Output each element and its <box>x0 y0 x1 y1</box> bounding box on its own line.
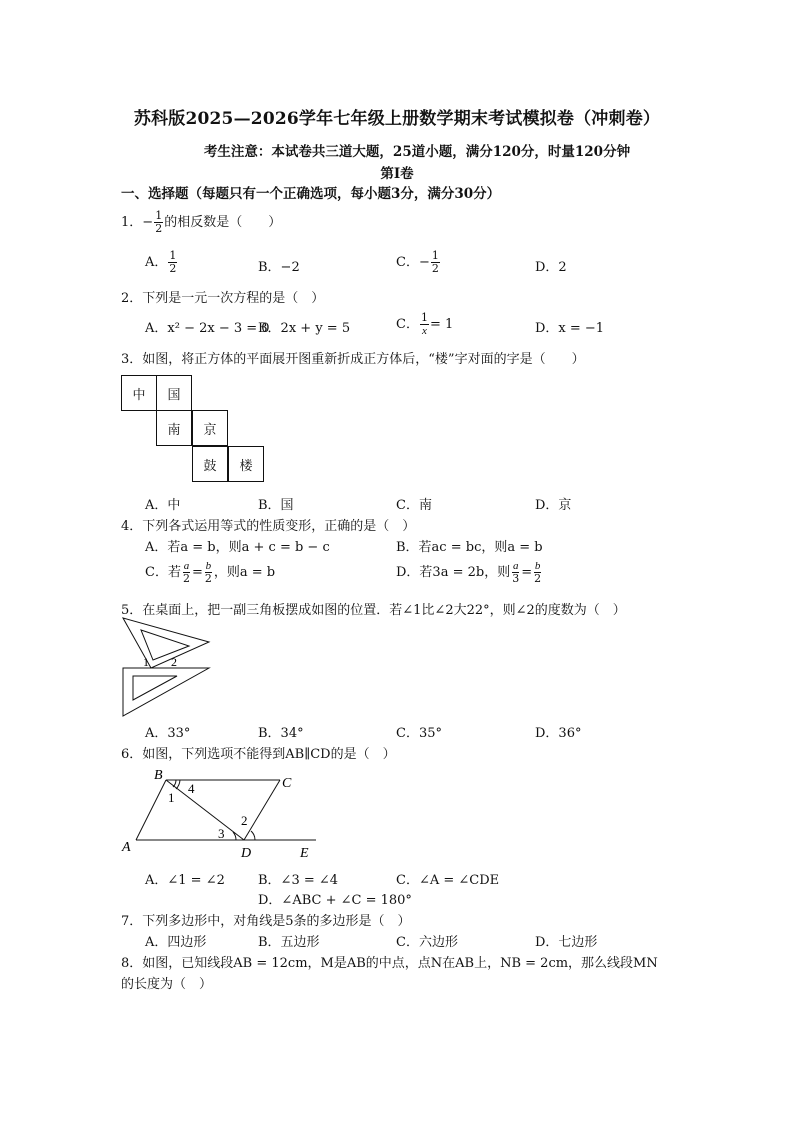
q1-c-top: 1 <box>431 249 439 262</box>
point-e-label: E <box>300 846 309 861</box>
q1-frac-top: 1 <box>155 209 163 222</box>
question-8: 8．如图，已知线段AB = 12cm，M是AB的中点，点N在AB上，NB = 2cm，那么线段MN <box>121 956 658 971</box>
q6-option-b: B．∠3 = ∠4 <box>258 873 339 888</box>
q1-a-bottom: 2 <box>169 262 177 275</box>
q3-option-c: C．南 <box>396 498 432 513</box>
q6-option-a: A．∠1 = ∠2 <box>145 873 225 888</box>
q2-c-rest: = 1 <box>429 317 454 332</box>
q4-d-f2-bottom: 2 <box>534 572 542 585</box>
q3-option-b: B．国 <box>258 498 294 513</box>
q1-c-label: C．− <box>396 255 430 270</box>
q1-c-fraction <box>431 250 440 275</box>
set-squares-figure <box>115 612 215 722</box>
q4-c-f2-top: b <box>205 560 212 572</box>
q4-d-pre: D．若3a = 2b，则 <box>396 565 511 580</box>
angle-2-marker: 2 <box>241 813 248 828</box>
q4-d-frac2 <box>533 560 542 585</box>
q1-option-b: B．−2 <box>258 260 300 275</box>
q1-stem: 的相反数是（ ） <box>164 215 282 230</box>
angle-3-marker: 3 <box>218 826 225 841</box>
net-cell-jing: 京 <box>192 410 228 446</box>
q4-d-f2-top: b <box>534 560 541 572</box>
q4-option-c <box>145 560 275 585</box>
q2-c-fraction <box>420 312 429 337</box>
point-a-label: A <box>122 840 131 855</box>
q4-option-d <box>396 560 543 585</box>
angle-4-marker: 4 <box>188 781 195 796</box>
q1-frac-bottom: 2 <box>155 222 163 235</box>
net-cell-zhong: 中 <box>121 375 157 411</box>
angle-2-label: 2 <box>171 655 177 669</box>
point-d-label: D <box>241 846 252 861</box>
question-5: 5．在桌面上，把一副三角板摆成如图的位置．若∠1比∠2大22°，则∠2的度数为（ ） <box>121 603 626 618</box>
exam-notice: 考生注意：本试卷共三道大题，25道小题，满分120分，时量120分钟 <box>203 144 631 160</box>
q1-fraction <box>154 210 163 235</box>
q7-option-b: B．五边形 <box>258 935 320 950</box>
q2-option-c <box>396 312 453 337</box>
q3-option-d: D．京 <box>535 498 572 513</box>
q2-c-bottom: x <box>422 325 427 337</box>
q7-option-a: A．四边形 <box>145 935 207 950</box>
q4-c-f1-bottom: 2 <box>182 572 190 585</box>
q1-option-d: D．2 <box>535 260 567 275</box>
q4-d-equals: = <box>521 565 533 580</box>
parallelogram-figure <box>118 763 328 863</box>
q6-option-c: C．∠A = ∠CDE <box>396 873 500 888</box>
section-heading: 一、选择题（每题只有一个正确选项，每小题3分，满分30分） <box>121 186 501 202</box>
q1-minus: − <box>142 215 154 230</box>
q1-a-label: A． <box>145 255 168 270</box>
q6-option-d: D．∠ABC + ∠C = 180° <box>258 893 412 908</box>
q5-option-a: A．33° <box>145 726 191 741</box>
q4-c-f1-top: a <box>183 560 190 572</box>
q2-option-b: B．2x + y = 5 <box>258 321 351 336</box>
volume-label: 第Ⅰ卷 <box>380 166 414 182</box>
question-4: 4．下列各式运用等式的性质变形，正确的是（ ） <box>121 519 416 534</box>
q4-c-post: ，则a = b <box>213 565 276 580</box>
question-2: 2．下列是一元一次方程的是（ ） <box>121 291 325 306</box>
exam-title: 苏科版2025—2026学年七年级上册数学期末考试模拟卷（冲刺卷） <box>133 109 661 129</box>
q1-number: 1． <box>121 215 143 230</box>
q4-c-pre: C．若 <box>145 565 181 580</box>
q1-option-c <box>396 250 441 275</box>
q2-c-label: C． <box>396 317 419 332</box>
net-cell-lou: 楼 <box>228 446 264 482</box>
angle-1-label: 1 <box>143 655 149 669</box>
question-7: 7．下列多边形中，对角线是5条的多边形是（ ） <box>121 914 411 929</box>
q2-c-top: 1 <box>420 311 428 324</box>
q4-d-f1-bottom: 3 <box>512 572 520 585</box>
q1-a-fraction <box>168 250 177 275</box>
net-cell-gu: 鼓 <box>192 446 228 482</box>
q4-c-frac1 <box>182 560 191 585</box>
q5-option-c: C．35° <box>396 726 442 741</box>
q4-option-a: A．若a = b，则a + c = b − c <box>145 540 330 555</box>
point-b-label: B <box>154 768 163 783</box>
question-6: 6．如图，下列选项不能得到AB∥CD的是（ ） <box>121 747 396 762</box>
q5-option-b: B．34° <box>258 726 304 741</box>
q4-d-f1-top: a <box>512 560 519 572</box>
question-8-continued: 的长度为（ ） <box>121 977 213 992</box>
point-c-label: C <box>282 776 292 791</box>
q5-option-d: D．36° <box>535 726 582 741</box>
q4-c-f2-bottom: 2 <box>204 572 212 585</box>
q1-option-a <box>145 250 178 275</box>
q1-c-bottom: 2 <box>431 262 439 275</box>
net-cell-nan: 南 <box>156 410 192 446</box>
net-cell-guo: 国 <box>156 375 192 411</box>
q7-option-c: C．六边形 <box>396 935 458 950</box>
q4-c-equals: = <box>191 565 203 580</box>
q3-option-a: A．中 <box>145 498 181 513</box>
q1-a-top: 1 <box>169 249 177 262</box>
question-3: 3．如图，将正方体的平面展开图重新折成正方体后，“楼”字对面的字是（ ） <box>121 352 585 367</box>
q2-option-a: A．x² − 2x − 3 = 0 <box>145 321 270 336</box>
q4-option-b: B．若ac = bc，则a = b <box>396 540 543 555</box>
question-1 <box>121 210 281 235</box>
angle-1-marker: 1 <box>168 790 175 805</box>
q7-option-d: D．七边形 <box>535 935 598 950</box>
q2-option-d: D．x = −1 <box>535 321 605 336</box>
q4-d-frac1 <box>511 560 520 585</box>
q4-c-frac2 <box>204 560 213 585</box>
